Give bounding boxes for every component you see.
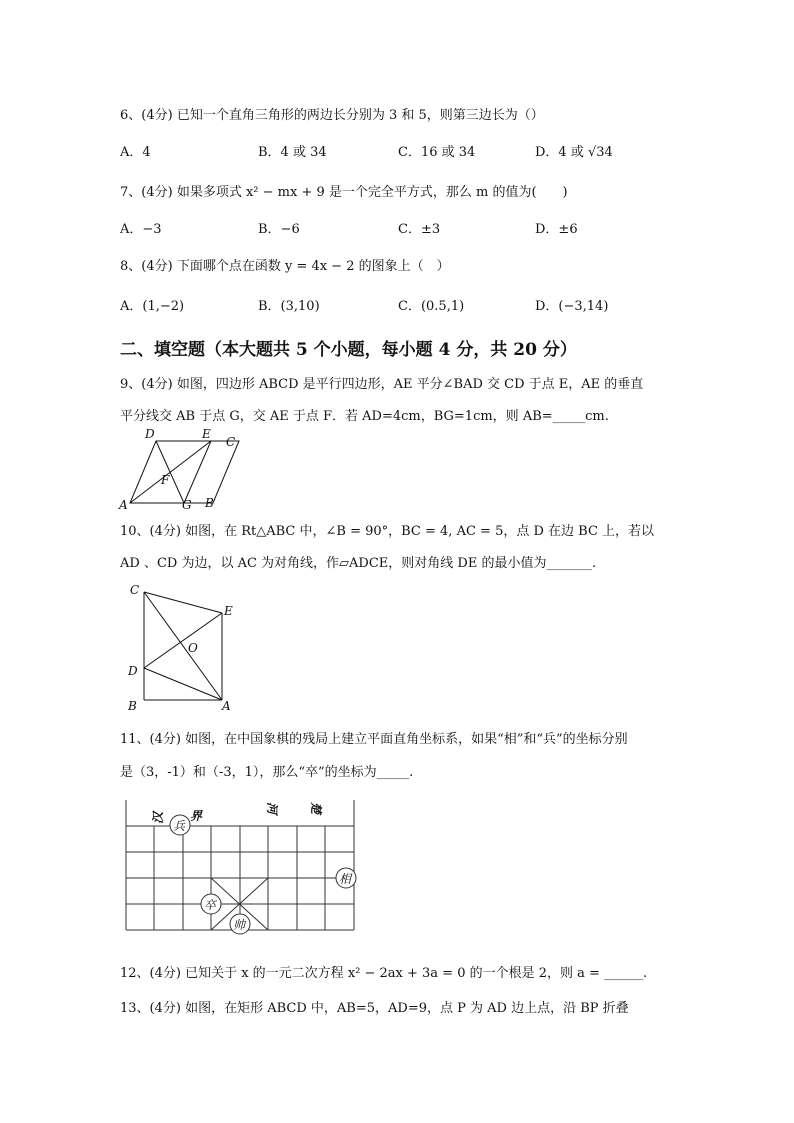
q11-line2: 是（3，-1）和（-3，1），那么“卒”的坐标为_____. [120,765,414,780]
q10-line2: AD 、CD 为边，以 AC 为对角线，作▱ADCE，则对角线 DE 的最小值为_______. [120,556,597,571]
q11-river-text-han: 汉 [151,811,165,824]
q11-piece-shuai-label: 帅 [233,918,246,932]
q10-label-c: C [130,583,140,597]
q10-segment-de [144,613,222,668]
q6-option-b: B．4 或 34 [258,145,327,160]
q11-river-text-jie: 界 [190,809,203,823]
q11-piece-shuai [230,914,250,934]
section-heading-fill-in: 二、填空题（本大题共 5 个小题，每小题 4 分，共 20 分） [120,340,577,360]
q11-piece-zu [201,894,221,914]
q9-segment-dg [156,441,184,503]
q9-line2: 平分线交 AB 于点 G，交 AE 于点 F．若 AD=4cm，BG=1cm，则 AB=_____cm. [120,409,609,424]
q10-label-e: E [224,604,233,618]
q11-piece-xiang-label: 相 [339,872,352,886]
q9-label-d: D [145,427,155,441]
q10-label-o: O [188,641,198,655]
q9-label-a: A [119,498,128,511]
q6-option-d: D．4 或 √34 [535,145,613,160]
q11-line1: 11、(4分) 如图，在中国象棋的残局上建立平面直角坐标系，如果“相”和“兵”的坐标分别 [120,732,628,747]
q9-label-g: G [182,498,192,511]
q7-option-c: C．±3 [398,222,441,237]
q8-option-c: C．(0.5,1) [398,299,465,314]
q6-stem: 6、(4分) 已知一个直角三角形的两边长分别为 3 和 5，则第三边长为（） [120,108,544,123]
q10-line1: 10、(4分) 如图，在 Rt△ABC 中，∠B = 90°，BC = 4, AC = 5，点 D 在边 BC 上，若以 [120,524,655,539]
q8-option-b: B．(3,10) [258,299,320,314]
q6-option-c: C．16 或 34 [398,145,476,160]
q11-river-text-chu: 楚 [309,802,323,815]
q9-segment-eg [184,441,211,503]
q9-label-c: C [226,435,236,449]
q9-parallelogram [130,441,239,503]
q11-piece-bing-label: 兵 [173,819,186,833]
q10-side-ce [144,592,222,613]
q8-stem: 8、(4分) 下面哪个点在函数 y = 4x − 2 的图象上（ ） [120,259,450,274]
q7-option-a: A．−3 [120,222,162,237]
q10-label-d: D [128,664,138,678]
q9-line1: 9、(4分) 如图，四边形 ABCD 是平行四边形，AE 平分∠BAD 交 CD 于点 E，AE 的垂直 [120,377,644,392]
q11-river-text-he: 河 [265,802,279,815]
q9-label-b: B [205,496,214,510]
q9-label-f: F [161,473,170,487]
q11-piece-zu-label: 卒 [204,898,217,912]
q10-label-b: B [128,699,137,713]
q11-piece-xiang [336,868,356,888]
q8-option-a: A．(1,−2) [120,299,185,314]
q13-stem: 13、(4分) 如图，在矩形 ABCD 中，AB=5，AD=9，点 P 为 AD 边上点，沿 BP 折叠 [120,1001,629,1016]
q12-stem: 12、(4分) 已知关于 x 的一元二次方程 x² − 2ax + 3a = 0 的一个根是 2，则 a = ______. [120,966,648,981]
q7-stem: 7、(4分) 如果多项式 x² − mx + 9 是一个完全平方式，那么 m 的值为( ) [120,185,568,200]
q9-parallelogram-figure [118,425,248,511]
q11-piece-bing [170,815,190,835]
q7-option-d: D．±6 [535,222,578,237]
q8-option-d: D．(−3,14) [535,299,609,314]
q10-label-a: A [222,699,231,713]
q10-triangle-figure [122,580,242,715]
q9-label-e: E [202,427,211,441]
q11-chess-board-figure [118,798,368,938]
q7-option-b: B．−6 [258,222,300,237]
q6-option-a: A．4 [120,145,151,160]
